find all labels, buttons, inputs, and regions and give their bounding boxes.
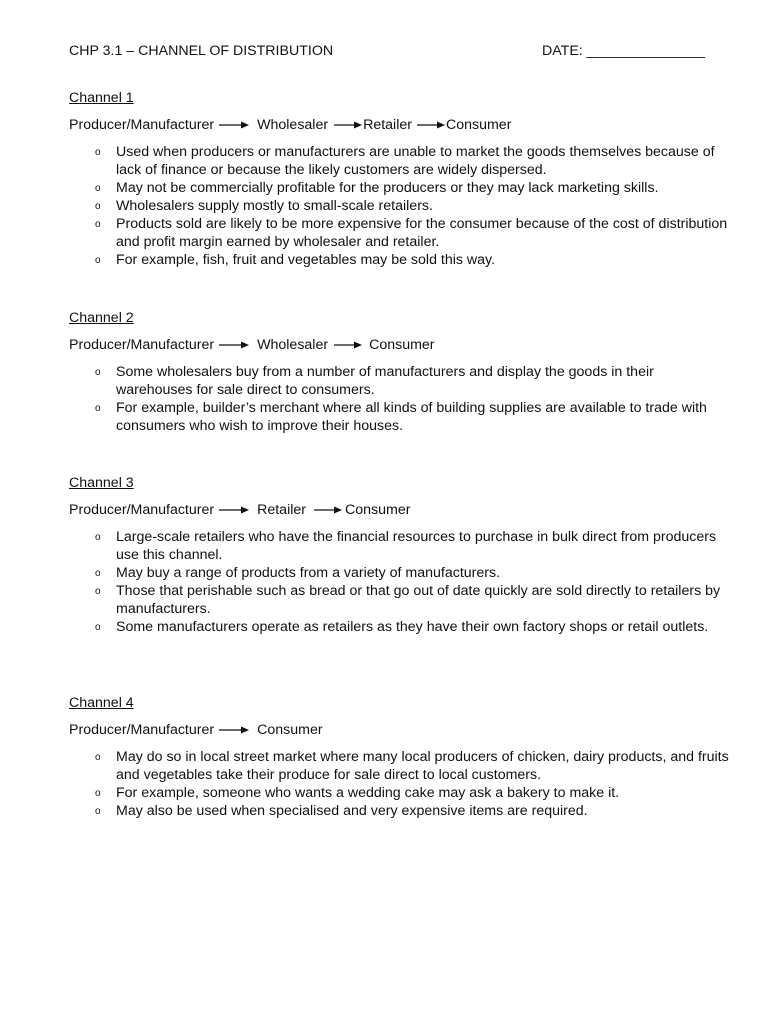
channel-flow — [69, 336, 729, 354]
channel-flow — [69, 501, 729, 519]
flow-step: Consumer — [345, 502, 411, 518]
right-arrow-icon — [219, 120, 249, 130]
bullet-icon: o — [95, 586, 101, 597]
list-item: o Used when producers or manufacturers are unable to market the goods themselves because of lack of finance or because the likely customers are widely dispersed. — [95, 144, 715, 178]
list-item: o Some wholesalers buy from a number of manufacturers and display the goods in their warehouses for sale direct to consumers. — [95, 364, 654, 398]
bullet-icon: o — [95, 532, 101, 543]
flow-step: Retailer — [363, 117, 412, 133]
channel-bullets — [69, 143, 729, 269]
bullet-icon: o — [95, 219, 101, 230]
bullet-icon: o — [95, 806, 101, 817]
bullet-icon: o — [95, 568, 101, 579]
channel-title: Channel 4 — [69, 695, 134, 711]
flow-step: Wholesaler — [257, 117, 329, 133]
channel-flow — [69, 116, 729, 134]
bullet-icon: o — [95, 403, 101, 414]
channel-1-section — [69, 88, 729, 269]
flow-step: Producer/Manufacturer — [69, 117, 215, 133]
bullet-icon: o — [95, 201, 101, 212]
right-arrow-icon — [334, 120, 362, 130]
bullet-icon: o — [95, 622, 101, 633]
channel-bullets — [69, 528, 729, 636]
flow-step: Consumer — [369, 337, 435, 353]
flow-step: Producer/Manufacturer — [69, 502, 215, 518]
bullet-icon: o — [95, 788, 101, 799]
channel-title: Channel 3 — [69, 475, 134, 491]
list-item: o May also be used when specialised and very expensive items are required. — [69, 802, 729, 820]
list-item: o For example, someone who wants a wedding cake may ask a bakery to make it. — [69, 784, 729, 802]
list-item: o Those that perishable such as bread or that go out of date quickly are sold directly to retailers by manufacturers. — [95, 583, 721, 617]
bullet-icon: o — [95, 367, 101, 378]
flow-step: Producer/Manufacturer — [69, 337, 215, 353]
list-item: o Products sold are likely to be more expensive for the consumer because of the cost of distribution and profit margin earned by wholesaler and retailer. — [95, 216, 728, 250]
bullet-icon: o — [95, 255, 101, 266]
channel-title: Channel 1 — [69, 90, 134, 106]
right-arrow-icon — [219, 340, 249, 350]
flow-step: Producer/Manufacturer — [69, 722, 215, 738]
flow-step: Consumer — [445, 117, 512, 133]
right-arrow-icon — [219, 505, 249, 515]
list-item: o May not be commercially profitable for the producers or they may lack marketing skills. — [69, 179, 729, 197]
page-title: CHP 3.1 – CHANNEL OF DISTRIBUTION — [69, 43, 334, 59]
channel-4-section — [69, 693, 729, 820]
channel-title: Channel 2 — [69, 310, 134, 326]
list-item: o Large-scale retailers who have the financial resources to purchase in bulk direct from producers use this channel. — [95, 529, 717, 563]
list-item: o For example, fish, fruit and vegetables may be sold this way. — [69, 251, 729, 269]
right-arrow-icon — [314, 505, 342, 515]
page-header — [69, 43, 729, 63]
channel-bullets — [69, 363, 729, 435]
flow-step: Consumer — [257, 722, 323, 738]
bullet-icon: o — [95, 147, 101, 158]
date-field: DATE: _______________ — [542, 43, 706, 59]
list-item: o May buy a range of products from a variety of manufacturers. — [69, 564, 729, 582]
flow-step: Wholesaler — [257, 337, 329, 353]
list-item: o For example, builder’s merchant where all kinds of building supplies are available to trade with consumers who wish to improve their houses. — [95, 400, 707, 434]
right-arrow-icon — [417, 120, 445, 130]
list-item: o May do so in local street market where many local producers of chicken, dairy products, and fruits and vegetables take their produce for sale direct to local customers. — [95, 749, 729, 783]
channel-bullets — [69, 748, 729, 820]
right-arrow-icon — [334, 340, 362, 350]
right-arrow-icon — [219, 725, 249, 735]
channel-flow — [69, 721, 729, 739]
flow-step: Retailer — [257, 502, 306, 518]
bullet-icon: o — [95, 183, 101, 194]
channel-2-section — [69, 308, 729, 435]
channel-3-section — [69, 473, 729, 636]
list-item: o Wholesalers supply mostly to small-scale retailers. — [69, 197, 729, 215]
list-item: o Some manufacturers operate as retailers as they have their own factory shops or retail outlets. — [69, 618, 729, 636]
bullet-icon: o — [95, 752, 101, 763]
